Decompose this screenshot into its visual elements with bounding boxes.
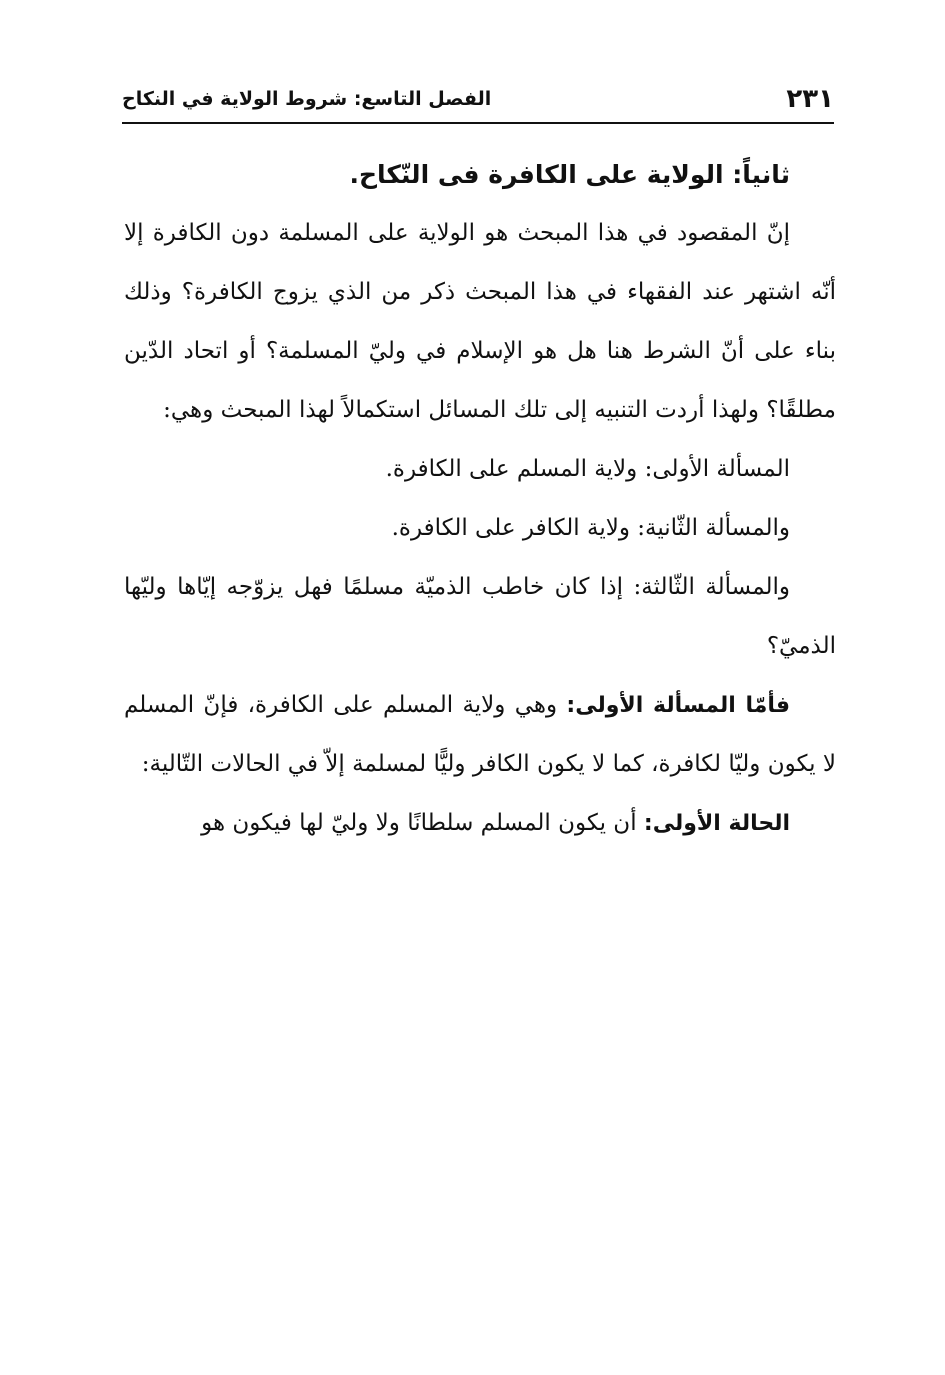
issue-2: والمسألة الثّانية: ولاية الكافر على الكافرة. [391, 515, 790, 541]
intro-paragraph: إنّ المقصود في هذا المبحث هو الولاية على المسلمة دون الكافرة إلا أنّه اشتهر عند الفقهاء في هذا المبحث ذكر من الذي يزوج الكافرة؟ وذلك بناء على أنّ الشرط هنا هل هو الإسلام في وليّ المسلمة؟ أو اتحاد الدّين مطلقًا؟ ولهذا أردت التنبيه إلى تلك المسائل استكمالاً لهذا المبحث وهي: [124, 220, 836, 423]
issue-3: والمسألة الثّالثة: إذا كان خاطب الذميّة مسلمًا فهل يزوّجه إيّاها وليّها الذميّ؟ [124, 574, 836, 659]
page-header [122, 82, 834, 124]
section-title: ثانياً: الولاية على الكافرة فى النّكاح. [349, 160, 790, 189]
first-case-lead: الحالة الأولى: [643, 811, 790, 836]
first-case-text: أن يكون المسلم سلطانًا ولا وليّ لها فيكون هو [201, 810, 644, 836]
first-issue-text: وهي ولاية المسلم على الكافرة، فإنّ المسلم لا يكون وليّا لكافرة، كما لا يكون الكافر وليًّا لمسلمة إلاّ في الحالات التّالية: [124, 692, 836, 777]
first-case-paragraph [124, 794, 836, 853]
first-issue-paragraph [124, 676, 836, 794]
first-issue-lead: فأمّا المسألة الأولى: [566, 693, 790, 718]
page-body [124, 145, 836, 853]
running-head: الفصل التاسع: شروط الولاية في النكاح [122, 88, 492, 110]
page-number: ٢٣١ [786, 84, 834, 114]
issue-1: المسألة الأولى: ولاية المسلم على الكافرة. [385, 456, 790, 482]
